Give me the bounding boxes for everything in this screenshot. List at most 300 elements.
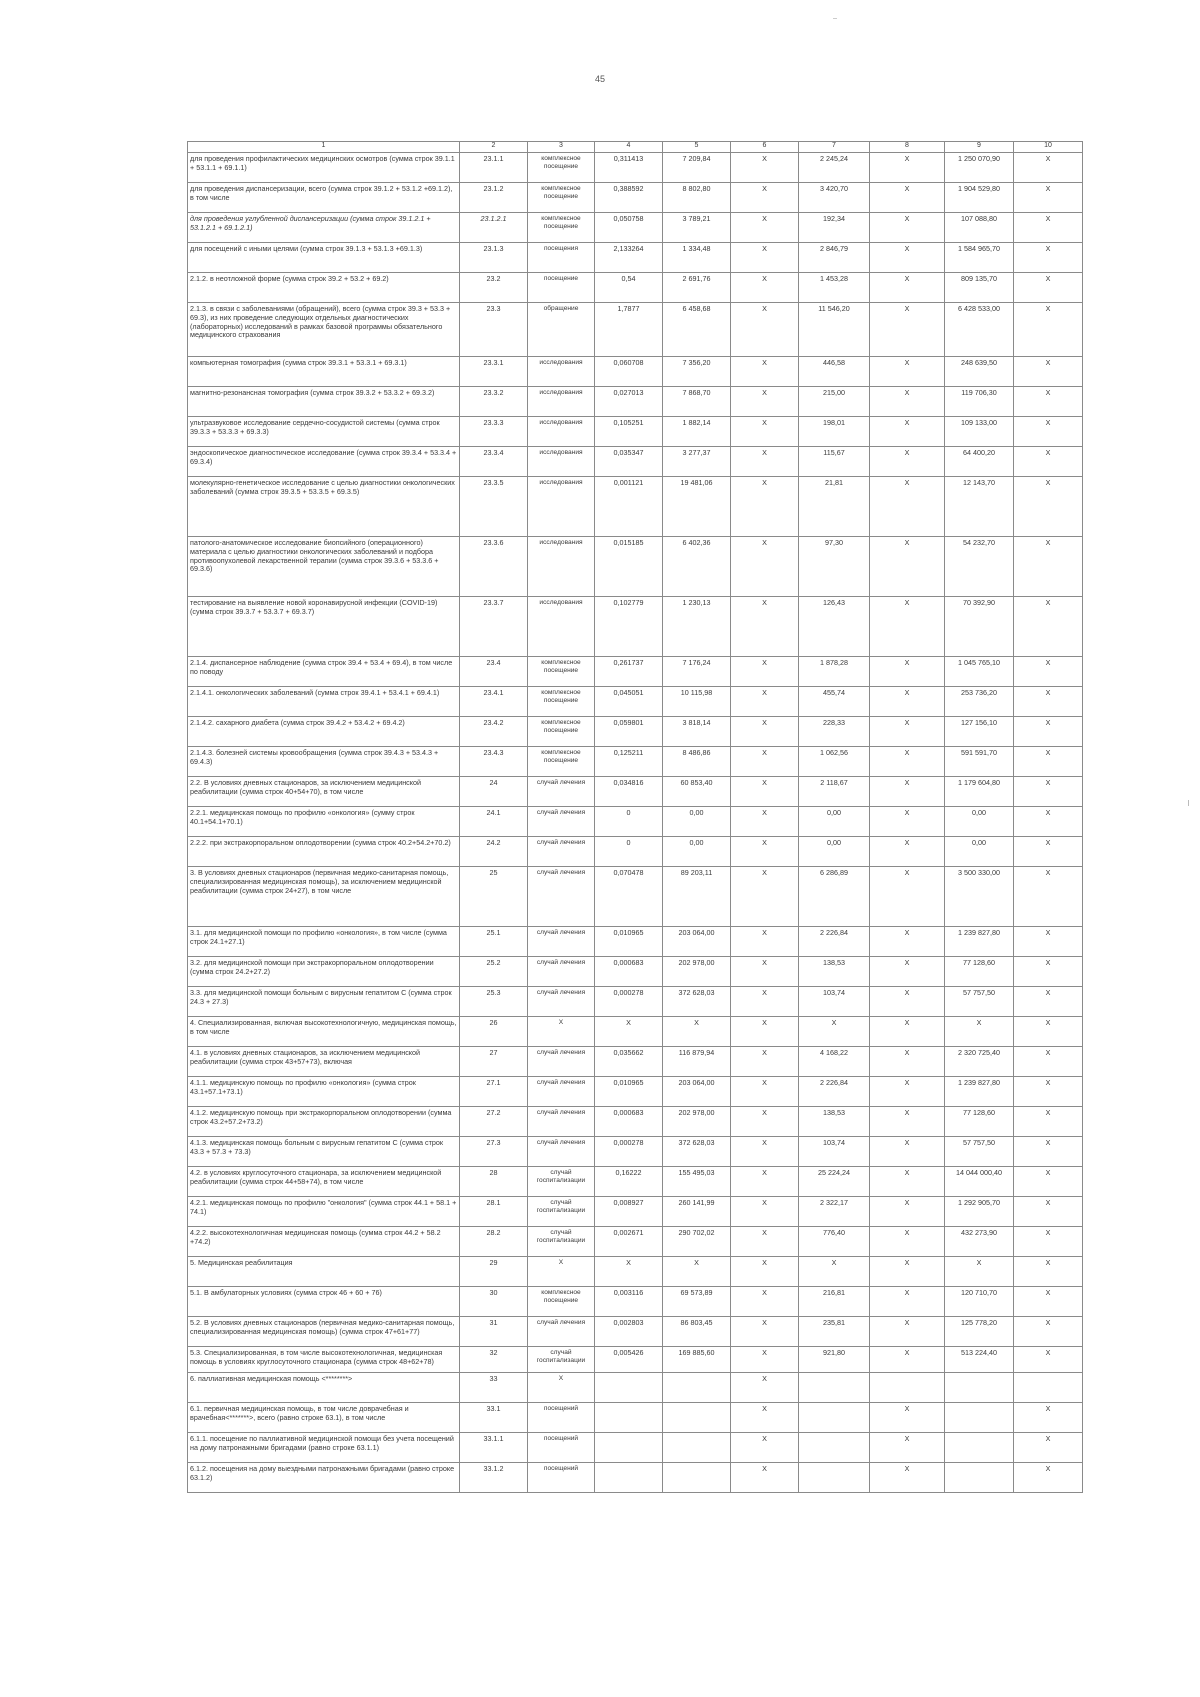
cost-per-unit: 7 209,84 (663, 153, 731, 183)
cost-oms: X (945, 1257, 1014, 1287)
per-capita-budget: X (731, 1197, 799, 1227)
unit-of-measure: исследования (528, 477, 595, 537)
cost-budget: X (870, 273, 945, 303)
volume-per-person: 0,010965 (595, 1077, 663, 1107)
row-number: 23.4.2 (460, 717, 528, 747)
cost-budget: X (870, 387, 945, 417)
cost-per-unit: X (663, 1257, 731, 1287)
table-row (188, 153, 1083, 183)
unit-of-measure: комплексное посещение (528, 657, 595, 687)
indicator-name: 5.3. Специализированная, в том числе высокотехнологичная, медицинская помощь в условиях круглосуточного стационара (сумма строк 48+62+78) (188, 1347, 460, 1373)
per-capita-budget: X (731, 597, 799, 657)
table-row (188, 1077, 1083, 1107)
row-number: 31 (460, 1317, 528, 1347)
per-capita-budget: X (731, 957, 799, 987)
per-capita-budget: X (731, 1373, 799, 1403)
cost-per-unit: 1 882,14 (663, 417, 731, 447)
per-capita-budget: X (731, 1047, 799, 1077)
unit-of-measure: случай лечения (528, 777, 595, 807)
per-capita-oms: 198,01 (799, 417, 870, 447)
row-number: 24.1 (460, 807, 528, 837)
share-percent: X (1014, 1403, 1083, 1433)
indicator-name: 3.2. для медицинской помощи при экстракорпоральном оплодотворении (сумма строк 24.2+27.2) (188, 957, 460, 987)
unit-of-measure: комплексное посещение (528, 183, 595, 213)
share-percent: X (1014, 1317, 1083, 1347)
cost-budget: X (870, 747, 945, 777)
cost-budget: X (870, 1047, 945, 1077)
cost-budget: X (870, 1107, 945, 1137)
unit-of-measure: комплексное посещение (528, 717, 595, 747)
row-number: 23.1.1 (460, 153, 528, 183)
per-capita-oms: 2 226,84 (799, 1077, 870, 1107)
volume-per-person: 0,102779 (595, 597, 663, 657)
cost-budget: X (870, 1347, 945, 1373)
cost-per-unit: 60 853,40 (663, 777, 731, 807)
indicator-name: 5. Медицинская реабилитация (188, 1257, 460, 1287)
volume-per-person: 0,311413 (595, 153, 663, 183)
table-row (188, 1047, 1083, 1077)
row-number: 24.2 (460, 837, 528, 867)
table-row (188, 1227, 1083, 1257)
cost-budget: X (870, 957, 945, 987)
table-row (188, 987, 1083, 1017)
per-capita-budget: X (731, 867, 799, 927)
cost-budget: X (870, 537, 945, 597)
cost-budget: X (870, 1197, 945, 1227)
cost-oms: 253 736,20 (945, 687, 1014, 717)
volume-per-person: 0,027013 (595, 387, 663, 417)
row-number: 30 (460, 1287, 528, 1317)
volume-per-person: 0,002803 (595, 1317, 663, 1347)
volume-per-person: 0,005426 (595, 1347, 663, 1373)
volume-per-person: X (595, 1017, 663, 1047)
volume-per-person: 0,105251 (595, 417, 663, 447)
unit-of-measure: случай лечения (528, 957, 595, 987)
indicator-name: 6.1.2. посещения на дому выездными патронажными бригадами (равно строке 63.1.2) (188, 1463, 460, 1493)
table-row (188, 1463, 1083, 1493)
cost-oms (945, 1463, 1014, 1493)
volume-per-person: 0 (595, 807, 663, 837)
table-row (188, 1107, 1083, 1137)
column-number: 5 (663, 142, 731, 153)
column-number: 9 (945, 142, 1014, 153)
cost-per-unit: 3 789,21 (663, 213, 731, 243)
row-number: 33.1 (460, 1403, 528, 1433)
cost-budget: X (870, 837, 945, 867)
indicator-name: 4.1.3. медицинская помощь больным с вирусным гепатитом С (сумма строк 43.3 + 57.3 + 73.3) (188, 1137, 460, 1167)
indicator-name: 4.2.1. медицинская помощь по профилю "онкология" (сумма строк 44.1 + 58.1 + 74.1) (188, 1197, 460, 1227)
indicator-name: 4.1.1. медицинскую помощь по профилю «онкология» (сумма строк 43.1+57.1+73.1) (188, 1077, 460, 1107)
per-capita-oms: 3 420,70 (799, 183, 870, 213)
cost-per-unit: 2 691,76 (663, 273, 731, 303)
per-capita-budget: X (731, 477, 799, 537)
per-capita-oms: 21,81 (799, 477, 870, 537)
share-percent: X (1014, 747, 1083, 777)
cost-oms: 0,00 (945, 807, 1014, 837)
per-capita-oms: 138,53 (799, 957, 870, 987)
volume-per-person: 0,003116 (595, 1287, 663, 1317)
per-capita-oms: 192,34 (799, 213, 870, 243)
per-capita-oms (799, 1373, 870, 1403)
cost-oms: 1 239 827,80 (945, 1077, 1014, 1107)
volume-per-person: 0,54 (595, 273, 663, 303)
per-capita-oms: 11 546,20 (799, 303, 870, 357)
per-capita-budget: X (731, 1167, 799, 1197)
per-capita-oms: 228,33 (799, 717, 870, 747)
per-capita-oms: 2 226,84 (799, 927, 870, 957)
per-capita-oms: 1 062,56 (799, 747, 870, 777)
per-capita-oms: 6 286,89 (799, 867, 870, 927)
row-number: 23.4.1 (460, 687, 528, 717)
column-number: 3 (528, 142, 595, 153)
per-capita-oms: 455,74 (799, 687, 870, 717)
share-percent: X (1014, 1433, 1083, 1463)
cost-budget: X (870, 1017, 945, 1047)
page-number: 45 (594, 74, 605, 84)
cost-per-unit: 203 064,00 (663, 1077, 731, 1107)
per-capita-budget: X (731, 657, 799, 687)
per-capita-budget: X (731, 1107, 799, 1137)
cost-per-unit: 0,00 (663, 807, 731, 837)
cost-oms: 64 400,20 (945, 447, 1014, 477)
share-percent: X (1014, 213, 1083, 243)
volume-per-person: 0,261737 (595, 657, 663, 687)
indicator-name: 6.1. первичная медицинская помощь, в том числе доврачебная и врачебная<*******>, всего (равно строке 63.1), в том числе (188, 1403, 460, 1433)
per-capita-oms: X (799, 1257, 870, 1287)
per-capita-budget: X (731, 273, 799, 303)
unit-of-measure: посещение (528, 273, 595, 303)
table-row (188, 303, 1083, 357)
per-capita-budget: X (731, 837, 799, 867)
row-number: 33 (460, 1373, 528, 1403)
unit-of-measure: случай лечения (528, 927, 595, 957)
per-capita-oms: 776,40 (799, 1227, 870, 1257)
cost-oms: 1 292 905,70 (945, 1197, 1014, 1227)
cost-oms: 1 904 529,80 (945, 183, 1014, 213)
row-number: 23.3.1 (460, 357, 528, 387)
table-row (188, 1197, 1083, 1227)
per-capita-budget: X (731, 447, 799, 477)
row-number: 25.2 (460, 957, 528, 987)
unit-of-measure: исследования (528, 537, 595, 597)
cost-budget: X (870, 417, 945, 447)
unit-of-measure: комплексное посещение (528, 747, 595, 777)
cost-budget: X (870, 687, 945, 717)
row-number: 28.2 (460, 1227, 528, 1257)
volume-per-person: 0,010965 (595, 927, 663, 957)
share-percent: X (1014, 1287, 1083, 1317)
unit-of-measure: комплексное посещение (528, 1287, 595, 1317)
indicator-name: тестирование на выявление новой коронавирусной инфекции (COVID-19) (сумма строк 39.3.7 + 53.3.7 + 69.3.7) (188, 597, 460, 657)
table-row (188, 777, 1083, 807)
share-percent: X (1014, 807, 1083, 837)
indicator-name: 5.2. В условиях дневных стационаров (первичная медико-санитарная помощь, специализированная медицинская помощь) (сумма строк 47+61+77) (188, 1317, 460, 1347)
indicator-name: эндоскопическое диагностическое исследование (сумма строк 39.3.4 + 53.3.4 + 69.3.4) (188, 447, 460, 477)
unit-of-measure: посещений (528, 1403, 595, 1433)
table-row (188, 243, 1083, 273)
column-number: 8 (870, 142, 945, 153)
per-capita-oms: 0,00 (799, 807, 870, 837)
cost-budget: X (870, 1077, 945, 1107)
table-row (188, 387, 1083, 417)
per-capita-budget: X (731, 1347, 799, 1373)
row-number: 23.3.7 (460, 597, 528, 657)
cost-budget: X (870, 1317, 945, 1347)
cost-per-unit: 7 176,24 (663, 657, 731, 687)
table-row (188, 417, 1083, 447)
share-percent: X (1014, 927, 1083, 957)
indicator-name: 4.1. в условиях дневных стационаров, за исключением медицинской реабилитации (сумма строк 43+57+73), включая (188, 1047, 460, 1077)
share-percent: X (1014, 447, 1083, 477)
row-number: 23.2 (460, 273, 528, 303)
indicator-name: 5.1. В амбулаторных условиях (сумма строк 46 + 60 + 76) (188, 1287, 460, 1317)
share-percent: X (1014, 987, 1083, 1017)
unit-of-measure: исследования (528, 447, 595, 477)
cost-budget: X (870, 243, 945, 273)
indicator-name: 2.1.4. диспансерное наблюдение (сумма строк 39.4 + 53.4 + 69.4), в том числе по поводу (188, 657, 460, 687)
row-number: 27.2 (460, 1107, 528, 1137)
table-row (188, 1137, 1083, 1167)
share-percent: X (1014, 717, 1083, 747)
scan-mark (1188, 800, 1189, 806)
cost-oms: 70 392,90 (945, 597, 1014, 657)
cost-oms: 57 757,50 (945, 1137, 1014, 1167)
unit-of-measure: исследования (528, 357, 595, 387)
per-capita-budget: X (731, 243, 799, 273)
cost-budget: X (870, 927, 945, 957)
per-capita-budget: X (731, 1403, 799, 1433)
row-number: 32 (460, 1347, 528, 1373)
scan-mark (833, 18, 837, 19)
unit-of-measure: случай лечения (528, 1107, 595, 1137)
per-capita-oms: 115,67 (799, 447, 870, 477)
cost-oms: 54 232,70 (945, 537, 1014, 597)
share-percent: X (1014, 387, 1083, 417)
per-capita-oms (799, 1463, 870, 1493)
cost-budget: X (870, 213, 945, 243)
cost-per-unit: 116 879,94 (663, 1047, 731, 1077)
cost-per-unit: 7 868,70 (663, 387, 731, 417)
share-percent: X (1014, 537, 1083, 597)
volume-per-person: 0,045051 (595, 687, 663, 717)
cost-oms: 77 128,60 (945, 1107, 1014, 1137)
per-capita-budget: X (731, 1017, 799, 1047)
row-number: 23.3.4 (460, 447, 528, 477)
indicator-name: магнитно-резонансная томография (сумма строк 39.3.2 + 53.3.2 + 69.3.2) (188, 387, 460, 417)
share-percent: X (1014, 1107, 1083, 1137)
cost-budget: X (870, 987, 945, 1017)
table-row (188, 1257, 1083, 1287)
unit-of-measure: комплексное посещение (528, 153, 595, 183)
cost-oms: 12 143,70 (945, 477, 1014, 537)
indicator-name: 2.1.4.2. сахарного диабета (сумма строк 39.4.2 + 53.4.2 + 69.4.2) (188, 717, 460, 747)
cost-per-unit: 8 802,80 (663, 183, 731, 213)
unit-of-measure: посещений (528, 1463, 595, 1493)
cost-oms: 1 179 604,80 (945, 777, 1014, 807)
cost-oms (945, 1403, 1014, 1433)
volume-per-person (595, 1433, 663, 1463)
per-capita-oms: 2 118,67 (799, 777, 870, 807)
row-number: 27.1 (460, 1077, 528, 1107)
cost-per-unit: X (663, 1017, 731, 1047)
share-percent: X (1014, 303, 1083, 357)
cost-oms: 77 128,60 (945, 957, 1014, 987)
unit-of-measure: случай госпитализации (528, 1227, 595, 1257)
cost-oms: 107 088,80 (945, 213, 1014, 243)
cost-oms (945, 1433, 1014, 1463)
column-number: 6 (731, 142, 799, 153)
cost-per-unit: 89 203,11 (663, 867, 731, 927)
row-number: 29 (460, 1257, 528, 1287)
per-capita-oms: 921,80 (799, 1347, 870, 1373)
cost-per-unit: 8 486,86 (663, 747, 731, 777)
per-capita-oms: 1 878,28 (799, 657, 870, 687)
cost-oms: X (945, 1017, 1014, 1047)
cost-budget: X (870, 1137, 945, 1167)
row-number: 25.3 (460, 987, 528, 1017)
per-capita-budget: X (731, 153, 799, 183)
indicator-name: для проведения профилактических медицинских осмотров (сумма строк 39.1.1 + 53.1.1 + 69.1.1) (188, 153, 460, 183)
cost-oms: 432 273,90 (945, 1227, 1014, 1257)
table-row (188, 657, 1083, 687)
per-capita-budget: X (731, 747, 799, 777)
per-capita-budget: X (731, 1077, 799, 1107)
per-capita-budget: X (731, 537, 799, 597)
cost-budget: X (870, 1257, 945, 1287)
unit-of-measure: посещений (528, 1433, 595, 1463)
volume-per-person: 0 (595, 837, 663, 867)
per-capita-budget: X (731, 1287, 799, 1317)
cost-per-unit: 155 495,03 (663, 1167, 731, 1197)
unit-of-measure: случай лечения (528, 1077, 595, 1107)
cost-per-unit (663, 1373, 731, 1403)
cost-budget: X (870, 1463, 945, 1493)
share-percent: X (1014, 1463, 1083, 1493)
per-capita-oms: 2 245,24 (799, 153, 870, 183)
per-capita-oms: 0,00 (799, 837, 870, 867)
table-row (188, 837, 1083, 867)
per-capita-oms: 1 453,28 (799, 273, 870, 303)
per-capita-budget: X (731, 1257, 799, 1287)
per-capita-oms: X (799, 1017, 870, 1047)
indicator-name: 2.1.3. в связи с заболеваниями (обращений), всего (сумма строк 39.3 + 53.3 + 69.3), из них проведение следующих отдельных диагностических (лабораторных) исследований в рамках базовой программы обязательного медицинского страхования (188, 303, 460, 357)
row-number: 25 (460, 867, 528, 927)
cost-oms: 0,00 (945, 837, 1014, 867)
unit-of-measure: случай лечения (528, 807, 595, 837)
cost-oms: 127 156,10 (945, 717, 1014, 747)
cost-oms: 125 778,20 (945, 1317, 1014, 1347)
unit-of-measure: посещения (528, 243, 595, 273)
table-row (188, 867, 1083, 927)
table-row (188, 927, 1083, 957)
per-capita-oms: 215,00 (799, 387, 870, 417)
volume-per-person (595, 1403, 663, 1433)
cost-budget: X (870, 153, 945, 183)
cost-oms: 2 320 725,40 (945, 1047, 1014, 1077)
share-percent: X (1014, 357, 1083, 387)
column-number: 10 (1014, 142, 1083, 153)
volume-per-person: 0,015185 (595, 537, 663, 597)
indicator-name: 2.1.2. в неотложной форме (сумма строк 39.2 + 53.2 + 69.2) (188, 273, 460, 303)
cost-per-unit (663, 1403, 731, 1433)
indicator-name: 4.1.2. медицинскую помощь при экстракорпоральном оплодотворении (сумма строк 43.2+57.2+73.2) (188, 1107, 460, 1137)
cost-oms: 57 757,50 (945, 987, 1014, 1017)
table-row (188, 747, 1083, 777)
share-percent: X (1014, 1227, 1083, 1257)
table-row (188, 357, 1083, 387)
row-number: 23.3.2 (460, 387, 528, 417)
cost-per-unit: 203 064,00 (663, 927, 731, 957)
share-percent: X (1014, 1197, 1083, 1227)
indicator-name: 4.2.2. высокотехнологичная медицинская помощь (сумма строк 44.2 + 58.2 +74.2) (188, 1227, 460, 1257)
share-percent: X (1014, 597, 1083, 657)
unit-of-measure: случай госпитализации (528, 1197, 595, 1227)
row-number: 27 (460, 1047, 528, 1077)
cost-oms: 248 639,50 (945, 357, 1014, 387)
table-row (188, 807, 1083, 837)
row-number: 28 (460, 1167, 528, 1197)
row-number: 24 (460, 777, 528, 807)
column-number: 4 (595, 142, 663, 153)
indicator-name: 2.1.4.1. онкологических заболеваний (сумма строк 39.4.1 + 53.4.1 + 69.4.1) (188, 687, 460, 717)
per-capita-oms (799, 1433, 870, 1463)
cost-budget (870, 1373, 945, 1403)
cost-oms (945, 1373, 1014, 1403)
unit-of-measure: исследования (528, 417, 595, 447)
volume-per-person: 2,133264 (595, 243, 663, 273)
share-percent: X (1014, 687, 1083, 717)
share-percent: X (1014, 1167, 1083, 1197)
table-row (188, 477, 1083, 537)
cost-oms: 1 584 965,70 (945, 243, 1014, 273)
indicator-name: 2.1.4.3. болезней системы кровообращения (сумма строк 39.4.3 + 53.4.3 + 69.4.3) (188, 747, 460, 777)
share-percent: X (1014, 867, 1083, 927)
indicator-name: для посещений с иными целями (сумма строк 39.1.3 + 53.1.3 +69.1.3) (188, 243, 460, 273)
cost-budget: X (870, 1403, 945, 1433)
share-percent: X (1014, 657, 1083, 687)
row-number: 23.3.5 (460, 477, 528, 537)
column-number-row (188, 142, 1083, 153)
cost-oms: 120 710,70 (945, 1287, 1014, 1317)
share-percent: X (1014, 777, 1083, 807)
share-percent: X (1014, 243, 1083, 273)
volume-per-person (595, 1463, 663, 1493)
per-capita-oms: 235,81 (799, 1317, 870, 1347)
cost-per-unit: 7 356,20 (663, 357, 731, 387)
cost-budget: X (870, 807, 945, 837)
cost-per-unit: 19 481,06 (663, 477, 731, 537)
cost-per-unit: 260 141,99 (663, 1197, 731, 1227)
cost-budget: X (870, 183, 945, 213)
row-number: 23.3.6 (460, 537, 528, 597)
table-row (188, 1287, 1083, 1317)
cost-per-unit: 0,00 (663, 837, 731, 867)
per-capita-budget: X (731, 183, 799, 213)
row-number: 23.1.2 (460, 183, 528, 213)
volume-per-person: 0,000683 (595, 957, 663, 987)
cost-budget: X (870, 777, 945, 807)
per-capita-budget: X (731, 357, 799, 387)
volume-per-person: 0,002671 (595, 1227, 663, 1257)
unit-of-measure: случай лечения (528, 1137, 595, 1167)
share-percent: X (1014, 1347, 1083, 1373)
cost-budget: X (870, 477, 945, 537)
column-number: 2 (460, 142, 528, 153)
cost-budget: X (870, 867, 945, 927)
volume-per-person: 0,000683 (595, 1107, 663, 1137)
cost-per-unit: 6 458,68 (663, 303, 731, 357)
volume-per-person: 0,008927 (595, 1197, 663, 1227)
